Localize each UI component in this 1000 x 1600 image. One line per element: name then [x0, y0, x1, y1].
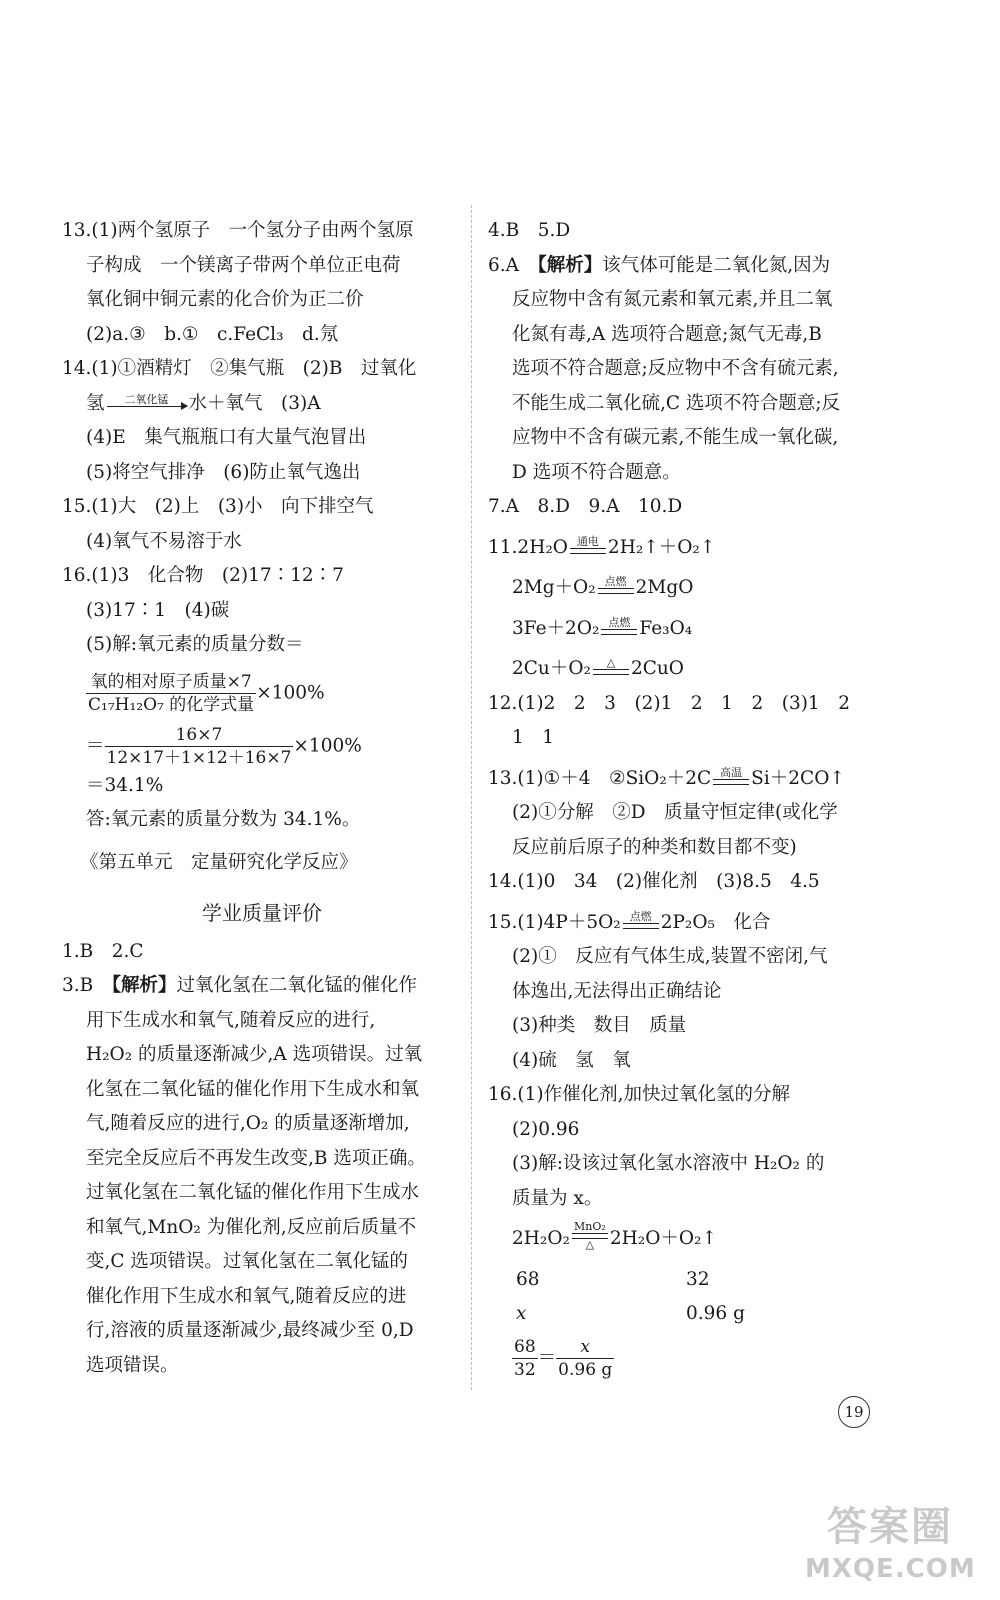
q3-line12: 选项错误。 [86, 1354, 179, 1376]
q12-line2: 1 1 [512, 727, 555, 748]
q6-line2: 反应物中含有氮元素和氧元素,并且二氧 [512, 289, 833, 310]
ratio-value: x [516, 1303, 527, 1324]
q14: 14.(1)0 34 (2)催化剂 (3)8.5 4.5 [488, 871, 820, 892]
reaction-condition: 二氧化锰 [124, 393, 169, 406]
ratio-value: 0.96 g [686, 1303, 745, 1324]
reaction-condition: 点燃 [604, 575, 627, 588]
q14-line2 [62, 387, 462, 422]
q16-line2: (3)17∶1 (4)碳 [86, 599, 230, 621]
reaction-equals [570, 536, 606, 554]
reaction-arrow [107, 394, 187, 407]
q15-line4: (3)种类 数目 质量 [512, 1015, 687, 1036]
equals-sign: ＝ [537, 1347, 557, 1368]
q16-ratio-row2 [488, 1297, 888, 1332]
page-number: 19 [838, 1396, 870, 1428]
numerator: 68 [514, 1336, 536, 1357]
right-column [488, 214, 888, 1381]
analysis-text: 过氧化氢在二氧化锰的催化作 [176, 975, 418, 996]
q3-line7: 过氧化氢在二氧化锰的催化作用下生成水 [86, 1182, 420, 1203]
reaction-condition: 高温 [720, 765, 743, 779]
products: 2H₂↑＋O₂↑ [607, 536, 716, 558]
q16-equation [488, 1222, 888, 1257]
q13-line4: (2)a.③ b.① c.FeCl₃ d.氖 [86, 323, 339, 345]
products: Fe₃O₄ [639, 617, 693, 639]
section-title: 学业质量评价 [202, 901, 322, 925]
q15-line5: (4)硫 氢 氧 [512, 1049, 631, 1071]
q13-line2: 子构成 一个镁离子带两个单位正电荷 [86, 254, 401, 276]
analysis-tag: 【解析】 [537, 254, 603, 276]
q16-fraction1 [62, 671, 462, 716]
numerator: x [556, 1336, 614, 1359]
q15-line2: (2)① 反应有气体生成,装置不密闭,气 [512, 946, 828, 967]
q14-line3: (4)E 集气瓶瓶口有大量气泡冒出 [86, 427, 367, 448]
q14-reactant: 氢 [86, 392, 105, 414]
q6-line1 [488, 249, 888, 284]
reaction-condition: △ [606, 656, 616, 669]
fraction-tail: ×100% [293, 735, 362, 756]
products: Si＋2CO↑ [751, 767, 845, 789]
q3-line5: 气,随着反应的进行,O₂ 的质量逐渐增加, [86, 1113, 410, 1134]
reaction-condition: 点燃 [608, 615, 631, 629]
double-bar [598, 588, 634, 594]
reactants: 3Fe＋2O₂ [512, 617, 600, 639]
numerator: 氧的相对原子质量×7 [86, 671, 256, 694]
q16-proportion [488, 1336, 888, 1381]
q16-line1: 16.(1)3 化合物 (2)17∶12∶7 [62, 565, 344, 586]
q16-line2: (2)0.96 [512, 1118, 580, 1140]
reaction-equals [593, 657, 629, 675]
watermark-text: 答案圈 [827, 1504, 953, 1550]
products: 2H₂O＋O₂↑ [609, 1228, 717, 1249]
q14-line4: (5)将空气排净 (6)防止氧气逸出 [86, 461, 361, 483]
denominator: 0.96 g [558, 1359, 613, 1380]
q6-line6: 应物中不含有碳元素,不能生成一氧化碳, [512, 427, 839, 448]
watermark-url: MXQE.COM [805, 1554, 976, 1584]
reaction-equals [572, 1221, 608, 1251]
reaction-equals [623, 911, 659, 929]
q13-line1: 13.(1)两个氢原子 一个氢分子由两个氢原 [62, 220, 414, 241]
q16-line4: 质量为 x。 [512, 1187, 603, 1209]
products: 2CuO [630, 658, 684, 679]
denominator: 32 [514, 1359, 536, 1380]
q16-line3: (5)解:氧元素的质量分数＝ [86, 634, 304, 655]
q16-line3: (3)解:设该过氧化氢水溶液中 H₂O₂ 的 [512, 1153, 825, 1174]
q3-line10: 催化作用下生成水和氧气,随着反应的进 [86, 1285, 407, 1307]
ratio-value: 32 [686, 1268, 710, 1290]
fraction [86, 671, 256, 716]
q7-10: 7.A 8.D 9.A 10.D [488, 496, 683, 517]
fraction [105, 724, 294, 769]
reactants: 11.2H₂O [488, 536, 568, 558]
answer-number: 6.A [488, 254, 520, 276]
q16-result: ＝34.1% [86, 774, 164, 796]
products: 2MgO [635, 577, 694, 598]
fraction [556, 1336, 614, 1381]
reaction-equals [713, 767, 749, 785]
q13-line3: 氧化铜中铜元素的化合价为正二价 [86, 289, 364, 310]
denominator: 12×17＋1×12＋16×7 [106, 747, 292, 768]
analysis-text: 该气体可能是二氧化氮,因为 [602, 254, 831, 276]
left-column [62, 214, 462, 1383]
q15-line3: 体逸出,无法得出正确结论 [512, 980, 722, 1002]
q1-2: 1.B 2.C [62, 940, 144, 962]
denominator: C₁₇H₁₂O₇ 的化学式量 [88, 694, 255, 715]
q11-eq1 [488, 531, 888, 566]
double-bar [593, 669, 629, 675]
q14-line1: 14.(1)①酒精灯 ②集气瓶 (2)B 过氧化 [62, 358, 417, 379]
reaction-condition: 通电 [576, 534, 599, 548]
reactants: 2Mg＋O₂ [512, 577, 596, 598]
reactants: 2Cu＋O₂ [512, 658, 591, 679]
q3-line6: 至完全反应后不再发生改变,B 选项正确。 [86, 1147, 426, 1169]
q3-line1 [62, 969, 462, 1004]
fraction [512, 1336, 538, 1381]
double-bar [601, 629, 637, 635]
q6-line4: 选项不符合题意;反应物中不含有硫元素, [512, 358, 839, 379]
numerator: 16×7 [105, 724, 294, 747]
q16-line1: 16.(1)作催化剂,加快过氧化氢的分解 [488, 1084, 791, 1105]
answer-number: 3.B [62, 975, 94, 996]
reaction-condition: 点燃 [629, 909, 652, 923]
watermark-logo [805, 1502, 975, 1594]
analysis-tag: 【解析】 [111, 975, 177, 996]
heat-label: △ [585, 1238, 595, 1251]
fraction-tail: ×100% [256, 682, 325, 703]
products: 2P₂O₅ 化合 [660, 911, 771, 933]
ratio-value: 68 [516, 1268, 540, 1290]
q14-products: 水＋氧气 (3)A [188, 392, 321, 414]
q3-line4: 化氢在二氧化锰的催化作用下生成水和氧 [86, 1078, 420, 1100]
q3-line2: 用下生成水和氧气,随着反应的进行, [86, 1009, 376, 1031]
q3-line3: H₂O₂ 的质量逐渐减少,A 选项错误。过氧 [86, 1044, 423, 1065]
q16-answer: 答:氧元素的质量分数为 34.1%。 [86, 809, 361, 830]
q15-eq [488, 906, 888, 941]
q11-eq3 [488, 612, 888, 647]
q13-line3: 反应前后原子的种类和数目都不变) [512, 836, 797, 858]
q6-line5: 不能生成二氧化硫,C 选项不符合题意;反 [512, 392, 841, 414]
arrow-icon [107, 406, 187, 407]
reactants: 15.(1)4P＋5O₂ [488, 911, 621, 933]
q11-eq4 [488, 652, 888, 687]
q15-line2: (4)氧气不易溶于水 [86, 530, 242, 552]
q15-line1: 15.(1)大 (2)上 (3)小 向下排空气 [62, 496, 374, 517]
catalyst-label: MnO₂ [574, 1220, 606, 1233]
q6-line3: 化氮有毒,A 选项符合题意;氮气无毒,B [512, 323, 822, 345]
q16-fraction2 [62, 724, 462, 769]
double-bar [570, 548, 606, 554]
double-bar [713, 779, 749, 785]
q3-line11: 行,溶液的质量逐渐减少,最终减少至 0,D [86, 1320, 414, 1341]
double-bar [623, 923, 659, 929]
q11-eq2 [488, 571, 888, 606]
q13-line2: (2)①分解 ②D 质量守恒定律(或化学 [512, 802, 838, 823]
unit-title: 《第五单元 定量研究化学反应》 [80, 851, 358, 873]
q3-line9: 变,C 选项错误。过氧化氢在二氧化锰的 [86, 1251, 408, 1272]
reaction-equals [598, 576, 634, 594]
reaction-equals [601, 617, 637, 635]
q4-5: 4.B 5.D [488, 220, 571, 241]
reactants: 13.(1)①＋4 ②SiO₂＋2C [488, 767, 712, 789]
q16-ratio-row1 [488, 1263, 888, 1298]
q6-line7: D 选项不符合题意。 [512, 461, 681, 483]
reactants: 2H₂O₂ [512, 1228, 570, 1249]
q13-eq [488, 762, 888, 797]
column-divider [471, 205, 472, 1390]
q12-line1: 12.(1)2 2 3 (2)1 2 1 2 (3)1 2 [488, 692, 850, 714]
equals-sign: ＝ [86, 735, 105, 756]
q3-line8: 和氧气,MnO₂ 为催化剂,反应前后质量不 [86, 1216, 417, 1238]
